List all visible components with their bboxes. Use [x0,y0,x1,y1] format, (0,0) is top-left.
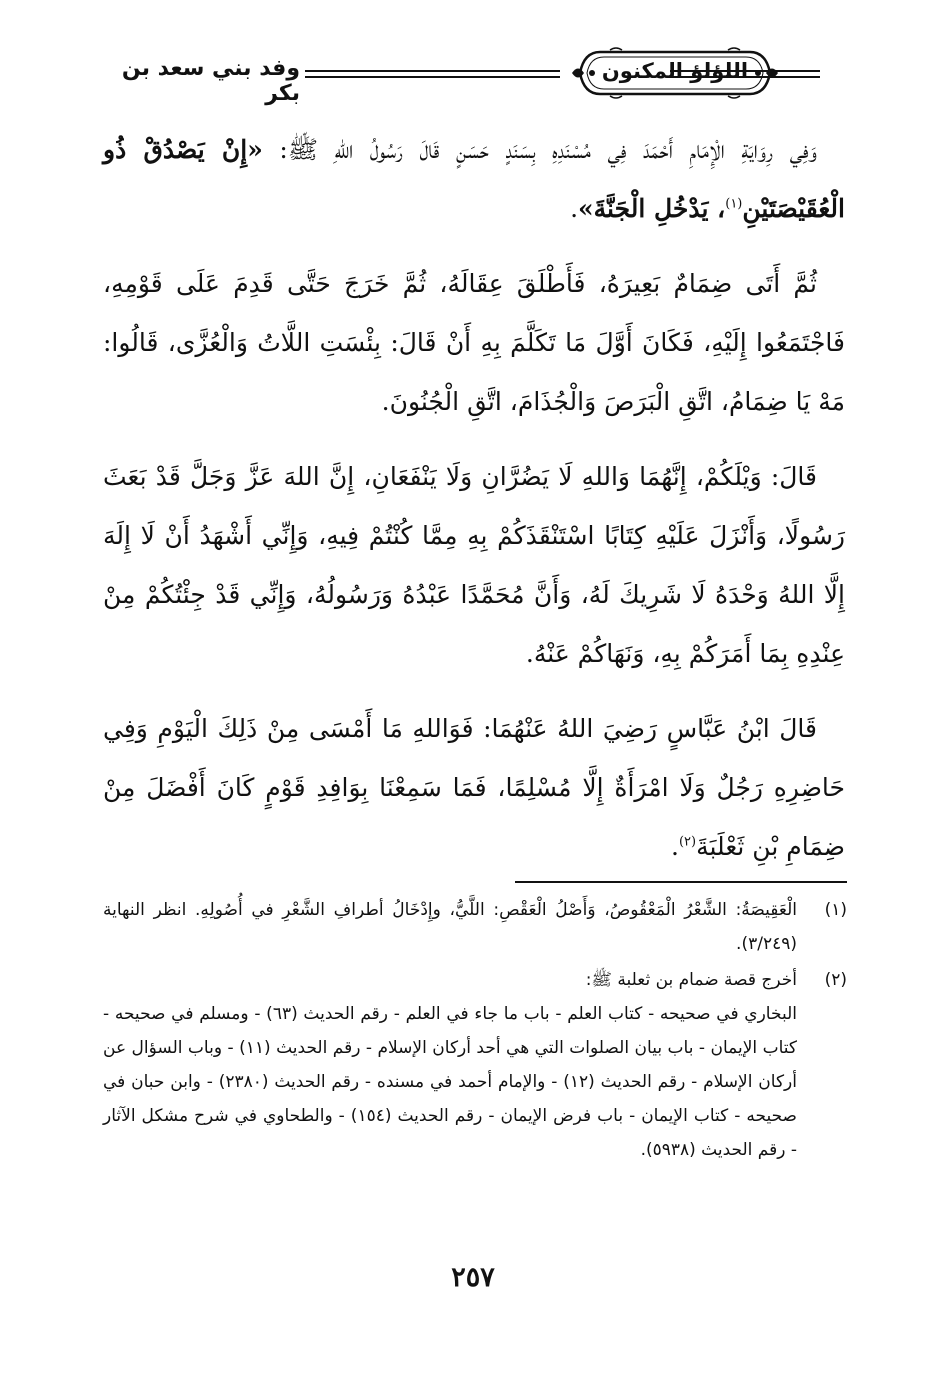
book-title: اللؤلؤ المكنون [601,59,749,83]
chapter-title: وفد بني سعد بن بكر [121,56,300,106]
footnote-ref-1[interactable]: (١) [725,196,743,212]
footnote-text: البخاري في صحيحه - كتاب العلم - باب ما جاء في العلم - رقم الحديث (٦٣) - ومسلم في صحيحه - كتاب الإيمان - باب بيان الصلوات التي هي أحد أركان الإسلام - رقم الحديث (١١) - وباب السؤال عن أركان الإسلام - رقم الحديث (١٢) - والإمام أحمد في مسنده - رقم الحديث (٢٣٨٠) - وابن حبان في صحيحه - كتاب الإيمان - باب فرض الإيمان - رقم الحديث (١٥٤) - والطحاوي في شرح مشكل الآثار - رقم الحديث (٥٩٣٨). [103,1004,797,1160]
footnote-text: الْعَقِيصَةُ: الشَّعْرُ الْمَعْقُوصُ، وَأَصْلُ الْعَقْصِ: اللَّيُّ، وإِدْخَالُ أطرافِ الشَّعْرِ في أُصُولِهِ. انظر النهاية (٣/٢٤٩). [103,900,797,954]
footnotes [103,893,847,1169]
p1-period: . [570,194,579,223]
book-title-cartouche [570,46,780,100]
footnote-1 [103,893,847,961]
p1-hadith-quote-end: ، يَدْخُلِ الْجَنَّةَ» [578,194,726,223]
paragraph-1 [103,120,845,238]
footnote-ref-2[interactable]: (٢) [678,834,697,850]
p4-text: قَالَ ابْنُ عَبَّاسٍ رَضِيَ اللهُ عَنْهُمَا: فَوَاللهِ مَا أَمْسَى مِنْ ذَلِكَ الْيَوْمِ وَفِي حَاضِرِهِ رَجُلٌ وَلَا امْرَأَةٌ إِلَّا مُسْلِمًا، فَمَا سَمِعْنَا بِوَافِدِ قَوْمٍ كَانَ أَفْضَلَ مِنْ ضِمَامِ بْنِ ثَعْلَبَةَ [103,714,845,861]
paragraph-3: قَالَ: وَيْلَكُمْ، إِنَّهُمَا وَاللهِ لَا يَضُرَّانِ وَلَا يَنْفَعَانِ، إِنَّ اللهَ عَزَّ وَجَلَّ قَدْ بَعَثَ رَسُولًا، وَأَنْزَلَ عَلَيْهِ كِتَابًا اسْتَنْقَذَكُمْ بِهِ مِمَّا كُنْتُمْ فِيهِ، وَإِنِّي أَشْهَدُ أَنْ لَا إِلَهَ إِلَّا اللهُ وَحْدَهُ لَا شَرِيكَ لَهُ، وَأَنَّ مُحَمَّدًا عَبْدُهُ وَرَسُولُهُ، وَإِنِّي قَدْ جِئْتُكُمْ مِنْ عِنْدِهِ بِمَا أَمَرَكُمْ بِهِ، وَنَهَاكُمْ عَنْهُ. [103,462,845,668]
p4-period: . [671,832,679,861]
footnote-number: (١) [824,900,847,920]
footnote-intro: أخرج قصة ضمام بن ثعلبة ﷺ: [585,970,797,990]
footnote-2 [103,963,847,1167]
p1-intro: وَفِي رِوَايَةِ الْإِمَامِ أَحْمَدَ فِي مُسْنَدِهِ بِسَنَدٍ حَسَنٍ قَالَ رَسُولُ اللهِ ﷺ: [262,135,818,164]
p1-hadith-quote: «إِنْ يَصْدُقْ ذُو الْعُقَيْصَتَيْنِ [103,135,845,223]
footnote-number: (٢) [824,970,847,990]
header-rule-left [305,70,560,78]
page-number: ٢٥٧ [451,1262,495,1293]
running-header [90,44,850,106]
footnote-separator [515,881,847,883]
main-text [103,120,845,892]
paragraph-4 [103,699,845,876]
paragraph-2: ثُمَّ أَتَى ضِمَامٌ بَعِيرَهُ، فَأَطْلَقَ عِقَالَهُ، ثُمَّ خَرَجَ حَتَّى قَدِمَ عَلَى قَوْمِهِ، فَاجْتَمَعُوا إِلَيْهِ، فَكَانَ أَوَّلَ مَا تَكَلَّمَ بِهِ أَنْ قَالَ: بِئْسَتِ اللَّاتُ وَالْعُزَّى، قَالُوا: مَهْ يَا ضِمَامُ، اتَّقِ الْبَرَصَ وَالْجُذَامَ، اتَّقِ الْجُنُونَ. [103,269,845,416]
